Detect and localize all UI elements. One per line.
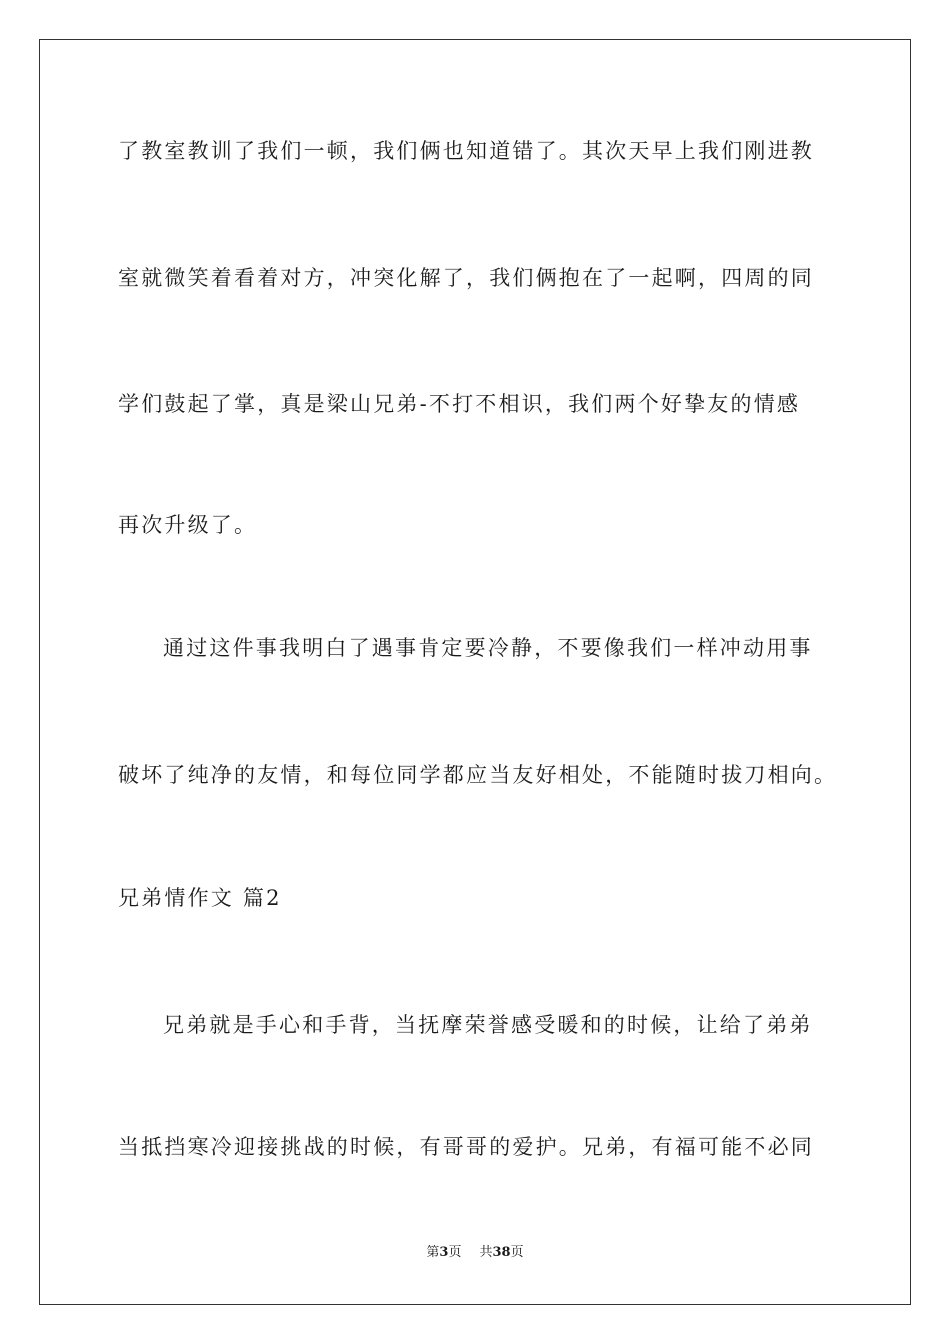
total-suffix: 页 [510, 1245, 524, 1260]
body-line-9: 当抵挡寒冷迎接挑战的时候，有哥哥的爱护。兄弟，有福可能不必同 [118, 1135, 814, 1159]
body-line-3: 学们鼓起了掌，真是梁山兄弟-不打不相识，我们两个好挚友的情感 [118, 392, 801, 416]
paragraph-start-line: 通过这件事我明白了遇事肯定要冷静，不要像我们一样冲动用事 [163, 636, 813, 660]
paragraph-start-line: 兄弟就是手心和手背，当抚摩荣誉感受暖和的时候，让给了弟弟 [163, 1013, 813, 1037]
current-page-number: 3 [439, 1245, 449, 1260]
total-prefix: 共 [479, 1245, 493, 1260]
page-footer [0, 1244, 950, 1262]
body-line-6: 破坏了纯净的友情，和每位同学都应当友好相处，不能随时拔刀相向。 [118, 763, 838, 787]
total-pages-number: 38 [492, 1245, 511, 1260]
page-suffix: 页 [448, 1245, 462, 1260]
page-prefix: 第 [426, 1245, 440, 1260]
page-border [39, 39, 911, 1305]
body-line-4: 再次升级了。 [118, 513, 258, 537]
body-line-2: 室就微笑着看着对方，冲突化解了，我们俩抱在了一起啊，四周的同 [118, 266, 814, 290]
section-heading: 兄弟情作文 篇2 [118, 886, 282, 910]
body-line-1: 了教室教训了我们一顿，我们俩也知道错了。其次天早上我们刚进教 [118, 139, 814, 163]
